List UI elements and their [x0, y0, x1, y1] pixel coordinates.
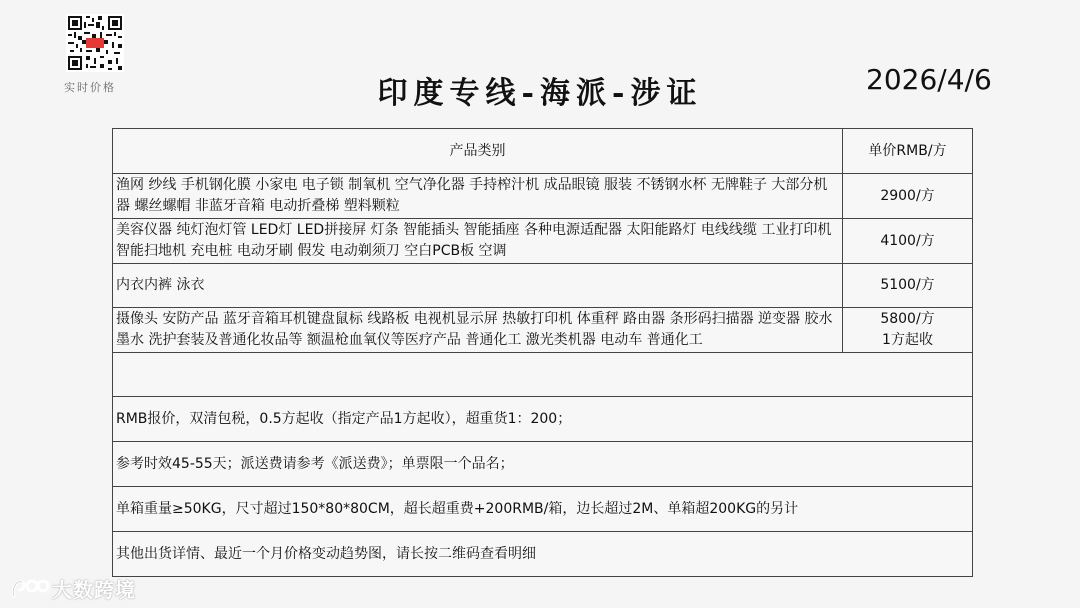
qr-caption: 实时价格 — [64, 81, 116, 94]
watermark-logo — [10, 574, 136, 602]
empty-row — [113, 353, 973, 397]
note-cell: 参考时效45-55天；派送费请参考《派送费》；单票限一个品名； — [113, 442, 973, 487]
price-cell: 2900/方 — [843, 174, 973, 219]
category-cell: 渔网 纱线 手机钢化膜 小家电 电子锁 制氧机 空气净化器 手持榨汁机 成品眼镜 服装 不锈钢水杯 无牌鞋子 大部分机器 螺丝螺帽 非蓝牙音箱 电动折叠梯 塑料颗粒 — [113, 174, 843, 219]
note-cell: 单箱重量≥50KG，尺寸超过150*80*80CM，超长超重费+200RMB/箱，边长超过2M、单箱超200KG的另计 — [113, 487, 973, 532]
note-cell: 其他出货详情、最近一个月价格变动趋势图，请长按二维码查看明细 — [113, 532, 973, 577]
table-row — [113, 264, 973, 308]
column-header-price: 单价RMB/方 — [843, 129, 973, 174]
note-cell: RMB报价，双清包税，0.5方起收（指定产品1方起收），超重货1：200； — [113, 397, 973, 442]
date-label: 2026/4/6 — [866, 63, 992, 96]
table-row — [113, 174, 973, 219]
table-header-row — [113, 129, 973, 174]
table-row — [113, 308, 973, 353]
empty-cell — [113, 353, 973, 397]
price-table — [112, 128, 973, 577]
note-row — [113, 397, 973, 442]
column-header-category: 产品类别 — [113, 129, 843, 174]
logo-mark-icon — [10, 576, 50, 600]
price-value: 5800/方 — [880, 311, 935, 327]
page-title: 印度专线-海派-涉证 — [377, 76, 703, 111]
category-cell: 摄像头 安防产品 蓝牙音箱耳机键盘鼠标 线路板 电视机显示屏 热敏打印机 体重秤 路由器 条形码扫描器 逆变器 胶水墨水 洗护套装及普通化妆品等 额温枪血氧仪等医疗产品 普通化工 激光类机器 电动车 普通化工 — [113, 308, 843, 353]
note-row — [113, 442, 973, 487]
note-row — [113, 532, 973, 577]
note-row — [113, 487, 973, 532]
price-cell: 5100/方 — [843, 264, 973, 308]
price-cell — [843, 308, 973, 353]
logo-text: 大数跨境 — [52, 577, 136, 602]
category-cell: 美容仪器 纯灯泡灯管 LED灯 LED拼接屏 灯条 智能插头 智能插座 各种电源适配器 太阳能路灯 电线线缆 工业打印机 智能扫地机 充电桩 电动牙刷 假发 电动剃须刀 空白PCB板 空调 — [113, 219, 843, 264]
table-row — [113, 219, 973, 264]
minimum-order-note: 1方起收 — [882, 332, 933, 348]
category-cell: 内衣内裤 泳衣 — [113, 264, 843, 308]
qr-code[interactable] — [66, 14, 124, 72]
price-cell: 4100/方 — [843, 219, 973, 264]
